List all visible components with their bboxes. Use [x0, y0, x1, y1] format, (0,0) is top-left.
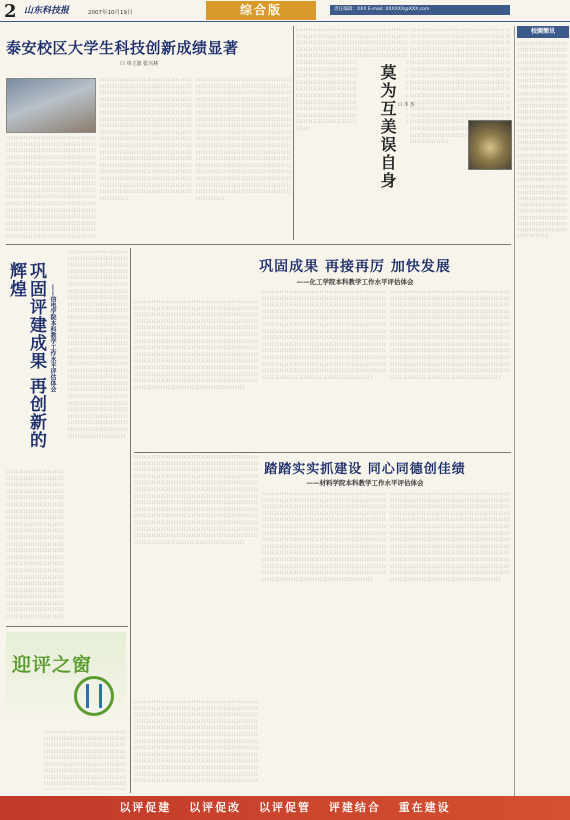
body-text — [518, 41, 567, 811]
feature-title: 莫为互美误自身 — [378, 64, 397, 190]
top-article-title: 泰安校区大学生科技创新成绩显著 — [6, 39, 239, 57]
body-text — [262, 492, 386, 782]
sidebar — [514, 26, 570, 820]
footer-slogan: 重在建设 — [398, 801, 451, 814]
body-text — [196, 78, 291, 238]
editor-info: 责任编辑：XXX E-mail: XXXXXX@XXX.com — [330, 5, 510, 15]
mid-article-2-subhead: ——材料学院本科教学工作水平评估体会 — [306, 479, 424, 487]
left-article-subhead: ——信电学院本科教学工作水平评估体会 — [49, 284, 56, 392]
body-text — [6, 470, 64, 620]
top-article-byline: 口 单立波 张兴林 — [120, 61, 159, 67]
body-text — [134, 700, 258, 782]
footer-slogan: 以评促改 — [189, 801, 242, 814]
feature-byline: 口 李 杰 — [398, 103, 415, 108]
body-text — [134, 300, 258, 450]
sidebar-title: 校園簡讯 — [517, 26, 569, 38]
footer-slogan: 以评促建 — [119, 801, 172, 814]
footer-slogan-banner — [0, 796, 570, 820]
column-rule — [6, 244, 511, 245]
mid-article-1-subhead: ——化工学院本科教学工作水平评估体会 — [296, 278, 414, 286]
logo-pillar-icon — [86, 684, 102, 708]
footer-slogan: 评建结合 — [328, 801, 381, 814]
footer-slogan: 以评促管 — [259, 801, 311, 814]
page-number: 2 — [4, 1, 17, 22]
body-text — [6, 136, 96, 238]
mid-article-1-title: 巩固成果 再接再厉 加快发展 — [259, 259, 451, 275]
column-rule — [134, 452, 511, 453]
body-text — [68, 250, 128, 690]
mid-article-2-title: 踏踏实实抓建设 同心同德创佳绩 — [264, 462, 466, 477]
paper-name: 山东科技报 — [24, 6, 70, 16]
body-text — [44, 730, 126, 790]
body-text — [390, 290, 510, 450]
section-tab: 综合版 — [206, 1, 316, 20]
logo-text: 迎评之窗 — [12, 654, 93, 676]
top-article-photo — [6, 78, 96, 133]
body-text — [262, 290, 386, 450]
masthead — [0, 0, 570, 22]
column-rule — [130, 248, 131, 793]
column-rule — [293, 26, 294, 240]
body-text — [390, 492, 510, 782]
issue-date: 2007年10月19日 — [88, 10, 133, 16]
body-text — [134, 455, 258, 695]
feature-photo — [468, 120, 512, 170]
body-text — [100, 78, 192, 238]
left-article-headline: 巩固评建成果 再创新的辉煌 — [6, 262, 46, 449]
